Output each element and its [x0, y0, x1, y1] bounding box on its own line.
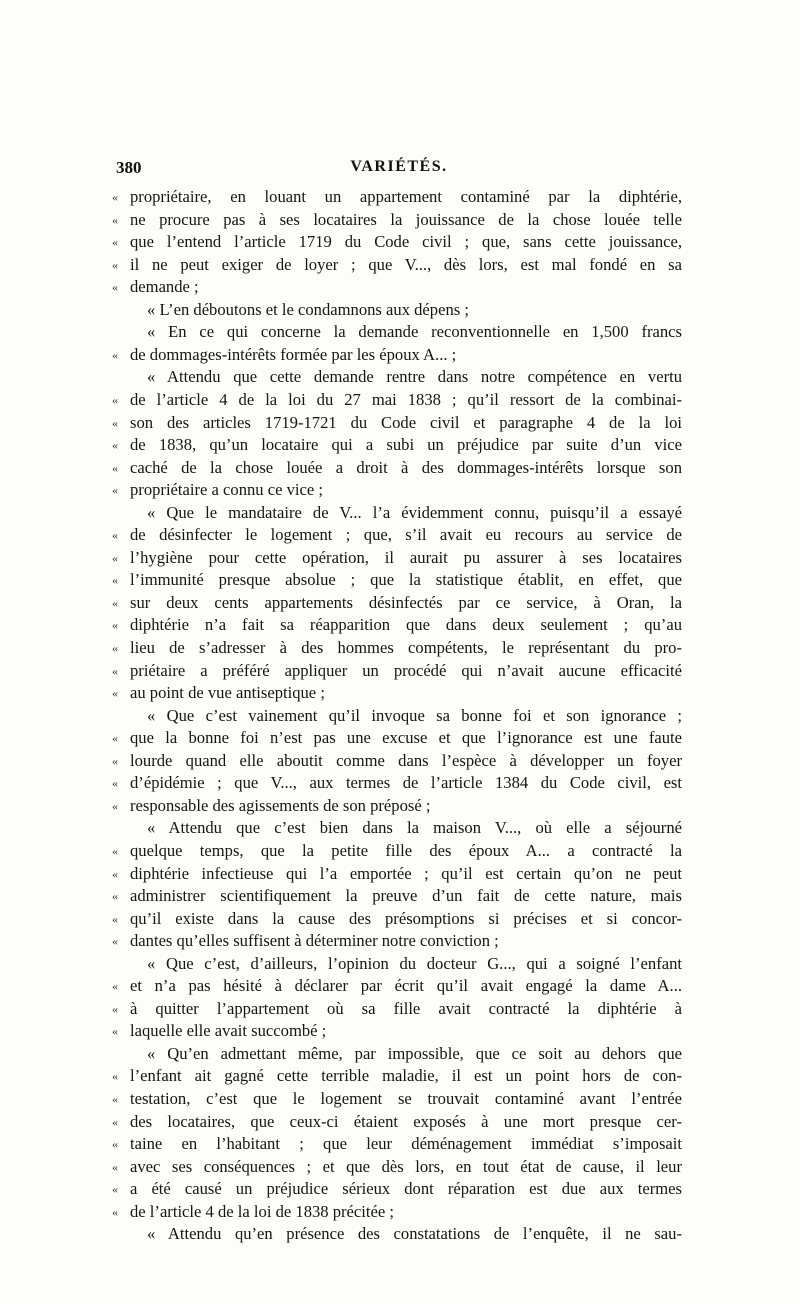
text-line [0, 953, 800, 976]
quote-mark: « [112, 438, 118, 453]
quote-mark: « [112, 753, 118, 768]
line-text: lieu de s’adresser à des hommes compétents, le représentant du pro- [130, 638, 682, 657]
line-text: à quitter l’appartement où sa fille avait contracté la diphtérie à [130, 998, 682, 1018]
line-text: demande ; [130, 277, 199, 297]
line-text: quelque temps, que la petite fille des époux A... a contracté la [130, 840, 682, 860]
line-text: l’immunité presque absolue ; que la statistique établit, en effet, que [130, 570, 682, 590]
line-text: de l’article 4 de la loi du 27 mai 1838 ; qu’il ressort de la combinai- [130, 389, 682, 409]
text-line [0, 885, 800, 908]
quote-mark: « [112, 889, 118, 904]
text-line [0, 569, 800, 592]
quote-mark: « [112, 979, 118, 994]
quote-mark: « [112, 1092, 118, 1106]
line-text: « Attendu que c’est bien dans la maison V..., où elle a séjourné [147, 818, 682, 838]
text-line [0, 1133, 800, 1156]
line-text: son des articles 1719-1721 du Code civil et paragraphe 4 de la loi [130, 412, 682, 432]
text-line [0, 682, 800, 705]
line-text: l’enfant ait gagné cette terrible maladie, il est un point hors de con- [130, 1066, 682, 1086]
quote-mark: « [112, 392, 118, 407]
line-text: « Que le mandataire de V... l’a évidemment connu, puisqu’il a essayé [147, 502, 682, 522]
quote-mark: « [112, 663, 118, 678]
text-line [0, 412, 800, 435]
text-line [0, 1156, 800, 1179]
text-line [0, 614, 800, 637]
text-line [0, 1201, 800, 1224]
quote-mark: « [112, 550, 118, 565]
line-text: propriétaire, en louant un appartement contaminé par la diphtérie, [130, 187, 682, 206]
line-text: « Attendu qu’en présence des constatations de l’enquête, il ne sau- [147, 1224, 682, 1244]
line-text: caché de la chose louée a droit à des dommages-intérêts lorsque son [130, 457, 682, 477]
text-line [0, 299, 800, 322]
quote-mark: « [112, 934, 118, 949]
quote-mark: « [112, 1182, 118, 1197]
line-text: responsable des agissements de son préposé ; [130, 795, 431, 815]
quote-mark: « [112, 235, 118, 250]
quote-mark: « [112, 798, 118, 813]
line-text: d’épidémie ; que V..., aux termes de l’article 1384 du Code civil, est [130, 773, 682, 793]
quote-mark: « [112, 212, 118, 227]
line-text: qu’il existe dans la cause des présomptions si précises et si concor- [130, 908, 682, 928]
line-text: il ne peut exiger de loyer ; que V..., dès lors, est mal fondé en sa [130, 254, 682, 274]
quote-mark: « [112, 641, 118, 655]
line-text: lourde quand elle aboutit comme dans l’espèce à développer un foyer [130, 750, 682, 770]
line-text: avec ses conséquences ; et que dès lors, en tout état de cause, il leur [130, 1156, 682, 1176]
text-line [0, 660, 800, 683]
line-text: administrer scientifiquement la preuve d’un fait de cette nature, mais [130, 886, 682, 906]
line-text: « Que c’est, d’ailleurs, l’opinion du docteur G..., qui a soigné l’enfant [147, 953, 682, 973]
text-line [0, 1178, 800, 1201]
text-line [0, 863, 800, 886]
text-line [0, 705, 800, 728]
line-text: de 1838, qu’un locataire qui a subi un préjudice par suite d’un vice [130, 435, 682, 455]
quote-mark: « [112, 483, 118, 498]
text-line [0, 321, 800, 344]
quote-mark: « [112, 415, 118, 430]
quote-mark: « [112, 1204, 118, 1219]
line-text: « En ce qui concerne la demande reconventionnelle en 1,500 francs [147, 322, 682, 342]
text-line [0, 840, 800, 863]
text-line [0, 908, 800, 931]
text-line [0, 975, 800, 998]
text-line [0, 389, 800, 412]
text-line [0, 727, 800, 750]
quote-mark: « [112, 190, 118, 204]
line-text: sur deux cents appartements désinfectés par ce service, à Oran, la [130, 592, 682, 612]
line-text: diphtérie n’a fait sa réapparition que dans deux seulement ; qu’au [130, 615, 682, 635]
quote-mark: « [112, 686, 118, 701]
line-text: des locataires, que ceux-ci étaient exposés à une mort presque cer- [130, 1111, 682, 1131]
text-line [0, 817, 800, 840]
line-text: de dommages-intérêts formée par les époux A... ; [130, 344, 457, 364]
line-text: que l’entend l’article 1719 du Code civil ; que, sans cette jouissance, [130, 232, 682, 252]
line-text: au point de vue antiseptique ; [130, 683, 325, 703]
text-line [0, 1065, 800, 1088]
quote-mark: « [112, 1069, 118, 1084]
page-header [116, 158, 682, 182]
text-line [0, 254, 800, 277]
text-line [0, 276, 800, 299]
line-text: a été causé un préjudice sérieux dont réparation est due aux termes [130, 1179, 682, 1199]
text-line [0, 1223, 800, 1246]
text-line [0, 344, 800, 367]
text-line [0, 547, 800, 570]
quote-mark: « [112, 347, 118, 362]
text-line [0, 209, 800, 232]
text-line [0, 231, 800, 254]
text-line [0, 592, 800, 615]
line-text: propriétaire a connu ce vice ; [130, 480, 324, 500]
text-line [0, 524, 800, 547]
line-text: que la bonne foi n’est pas une excuse et que l’ignorance est une faute [130, 728, 682, 748]
quote-mark: « [112, 460, 118, 475]
quote-mark: « [112, 843, 118, 858]
text-line [0, 366, 800, 389]
text-line [0, 998, 800, 1021]
text-line [0, 457, 800, 480]
line-text: diphtérie infectieuse qui l’a emportée ; qu’il est certain qu’on ne peut [130, 863, 682, 883]
line-text: testation, c’est que le logement se trouvait contaminé avant l’entrée [130, 1089, 682, 1108]
line-text: et n’a pas hésité à déclarer par écrit qu’il avait engagé la dame A... [130, 976, 682, 996]
text-line [0, 1088, 800, 1111]
text-line [0, 479, 800, 502]
text-line [0, 795, 800, 818]
running-title: VARIÉTÉS. [350, 158, 448, 175]
quote-mark: « [112, 528, 118, 543]
text-line [0, 502, 800, 525]
quote-mark: « [112, 731, 118, 746]
line-text: priétaire a préféré appliquer un procédé qui n’avait aucune efficacité [130, 660, 682, 680]
line-text: laquelle elle avait succombé ; [130, 1021, 327, 1041]
line-text: de l’article 4 de la loi de 1838 précitée ; [130, 1201, 395, 1221]
quote-mark: « [112, 1001, 118, 1016]
line-text: de désinfecter le logement ; que, s’il avait eu recours au service de [130, 525, 682, 545]
line-text: « Attendu que cette demande rentre dans notre compétence en vertu [147, 367, 682, 387]
text-line [0, 1020, 800, 1043]
line-text: « Qu’en admettant même, par impossible, que ce soit au dehors que [147, 1043, 682, 1063]
text-line [0, 1111, 800, 1134]
text-line [0, 772, 800, 795]
text-line [0, 930, 800, 953]
line-text: ne procure pas à ses locataires la jouissance de la chose louée telle [130, 209, 682, 229]
quote-mark: « [112, 911, 118, 926]
quote-mark: « [112, 257, 118, 272]
quote-mark: « [112, 1114, 118, 1129]
line-text: taine en l’habitant ; que leur déménagement immédiat s’imposait [130, 1134, 682, 1154]
quote-mark: « [112, 618, 118, 633]
text-line [0, 637, 800, 660]
quote-mark: « [112, 866, 118, 881]
text-line [0, 750, 800, 773]
text-line [0, 1043, 800, 1066]
quote-mark: « [112, 280, 118, 295]
quote-mark: « [112, 573, 118, 588]
line-text: « L’en déboutons et le condamnons aux dépens ; [147, 299, 469, 319]
page-number: 380 [116, 158, 142, 177]
text-line [0, 186, 800, 209]
quote-mark: « [112, 1159, 118, 1174]
quote-mark: « [112, 595, 118, 610]
line-text: l’hygiène pour cette opération, il aurait pu assurer à ses locataires [130, 547, 682, 567]
quote-mark: « [112, 776, 118, 791]
quote-mark: « [112, 1137, 118, 1152]
text-line [0, 434, 800, 457]
line-text: « Que c’est vainement qu’il invoque sa bonne foi et son ignorance ; [147, 705, 682, 725]
line-text: dantes qu’elles suffisent à déterminer notre conviction ; [130, 931, 499, 951]
quote-mark: « [112, 1024, 118, 1039]
